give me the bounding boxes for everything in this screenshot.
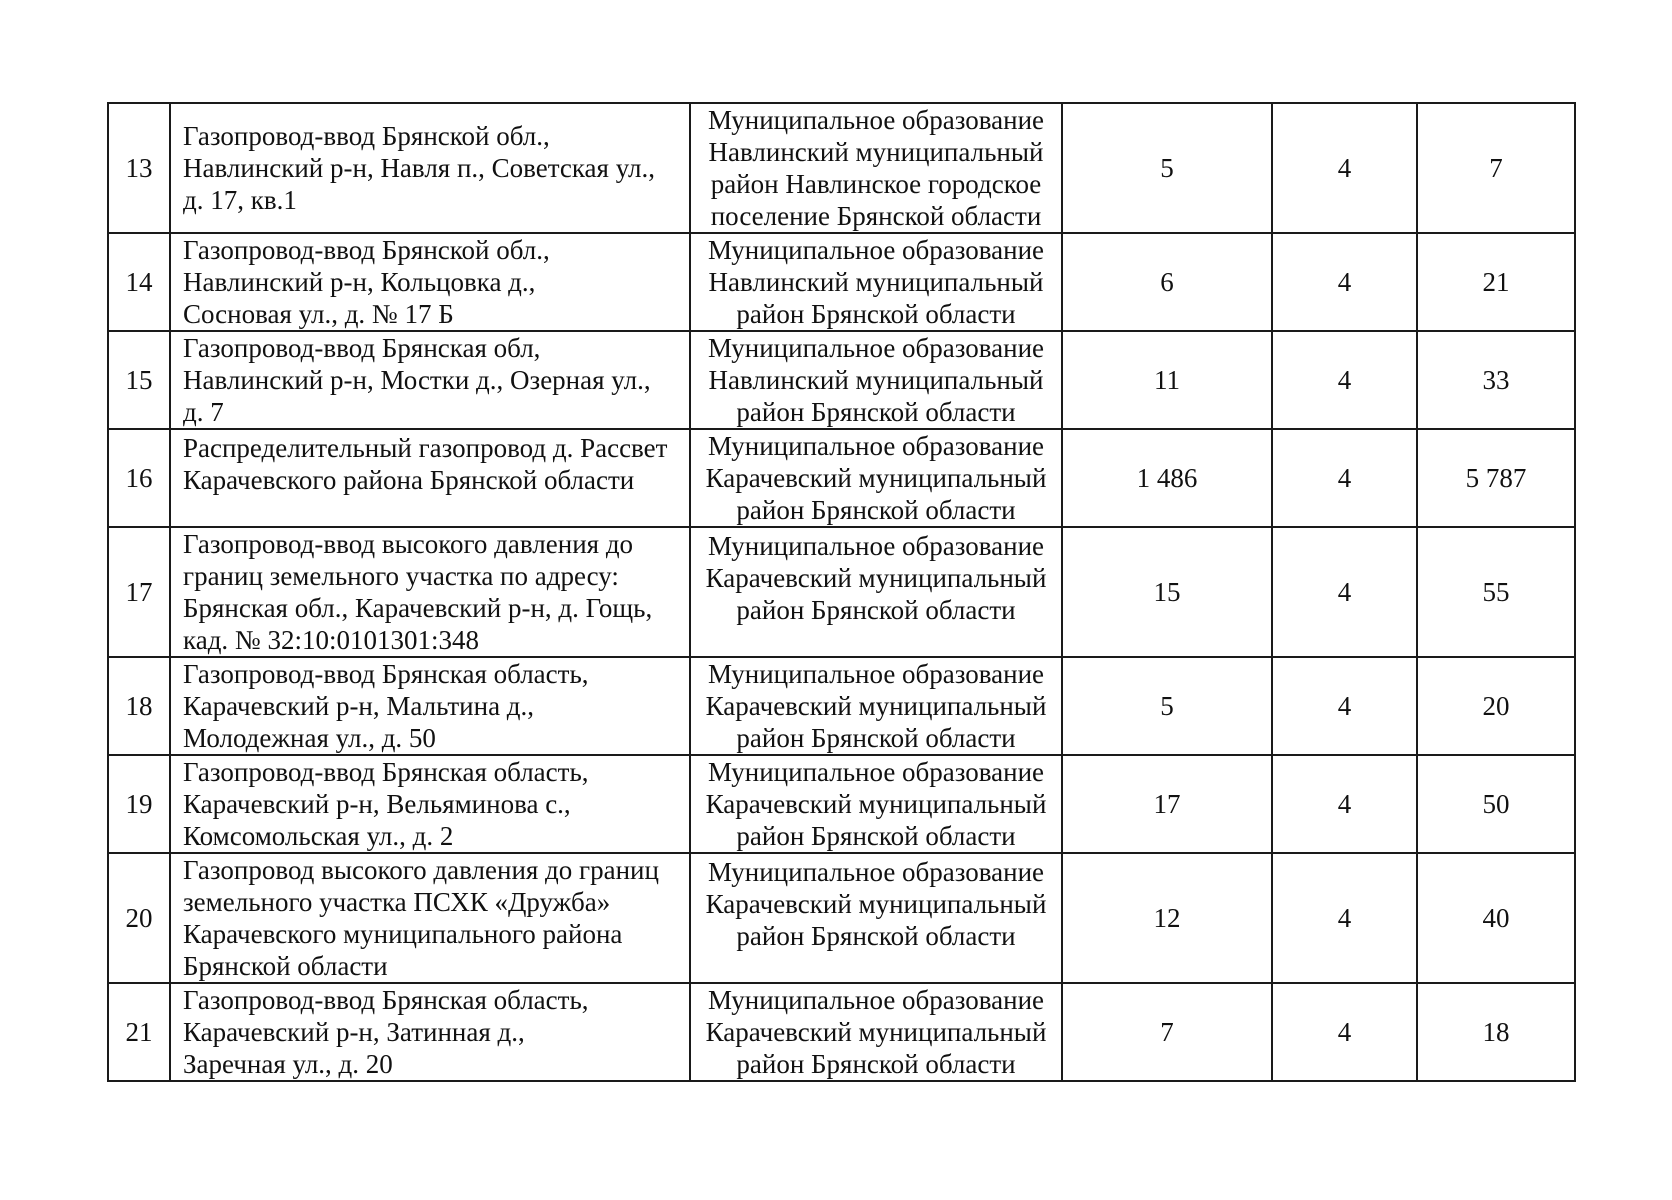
object-text: Газопровод-ввод высокого давления до границ земельного участка по адресу: Брянская обл., Карачевский р-н, д. Гощь, кад. № 32:10:0101301:348 xyxy=(183,529,653,655)
value-col-2: 4 xyxy=(1272,331,1417,429)
value-col-1: 15 xyxy=(1062,527,1272,657)
table-row xyxy=(108,527,1575,657)
owner-text: Муниципальное образование Навлинский муниципальный район Навлинское городское поселение Брянской области xyxy=(707,105,1045,231)
owner-cell xyxy=(690,103,1062,233)
value-col-1: 7 xyxy=(1062,983,1272,1081)
value-col-1: 6 xyxy=(1062,233,1272,331)
table-row xyxy=(108,755,1575,853)
owner-cell xyxy=(690,755,1062,853)
object-description xyxy=(170,983,690,1081)
row-number: 17 xyxy=(108,527,170,657)
value-col-1: 17 xyxy=(1062,755,1272,853)
owner-text: Муниципальное образование Карачевский муниципальный район Брянской области xyxy=(705,857,1047,951)
value-col-3: 33 xyxy=(1417,331,1575,429)
owner-cell xyxy=(690,983,1062,1081)
object-description xyxy=(170,755,690,853)
registry-table xyxy=(107,102,1576,1082)
value-col-2: 4 xyxy=(1272,755,1417,853)
object-text: Газопровод-ввод Брянская область, Карачевский р-н, Вельяминова с., Комсомольская ул., д. 2 xyxy=(183,757,589,851)
value-col-2: 4 xyxy=(1272,853,1417,983)
owner-text: Муниципальное образование Карачевский муниципальный район Брянской области xyxy=(705,757,1047,851)
table-row xyxy=(108,429,1575,527)
row-number: 14 xyxy=(108,233,170,331)
value-col-2: 4 xyxy=(1272,527,1417,657)
row-number: 20 xyxy=(108,853,170,983)
value-col-1: 12 xyxy=(1062,853,1272,983)
value-col-2: 4 xyxy=(1272,983,1417,1081)
value-col-2: 4 xyxy=(1272,657,1417,755)
value-col-3: 5 787 xyxy=(1417,429,1575,527)
value-col-1: 5 xyxy=(1062,103,1272,233)
table-row xyxy=(108,233,1575,331)
owner-text: Муниципальное образование Навлинский муниципальный район Брянской области xyxy=(707,235,1045,329)
value-col-2: 4 xyxy=(1272,103,1417,233)
owner-cell xyxy=(690,527,1062,657)
object-description xyxy=(170,429,690,527)
row-number: 18 xyxy=(108,657,170,755)
row-number: 19 xyxy=(108,755,170,853)
value-col-3: 7 xyxy=(1417,103,1575,233)
owner-text: Муниципальное образование Карачевский муниципальный район Брянской области xyxy=(705,659,1047,753)
owner-cell xyxy=(690,853,1062,983)
owner-text: Муниципальное образование Карачевский муниципальный район Брянской области xyxy=(705,531,1047,625)
value-col-1: 11 xyxy=(1062,331,1272,429)
owner-cell xyxy=(690,233,1062,331)
owner-text: Муниципальное образование Карачевский муниципальный район Брянской области xyxy=(705,985,1047,1079)
object-text: Газопровод-ввод Брянская обл, Навлинский р-н, Мостки д., Озерная ул., д. 7 xyxy=(183,333,651,427)
object-description xyxy=(170,527,690,657)
object-text: Распределительный газопровод д. Рассвет Карачевского района Брянской области xyxy=(183,433,668,495)
value-col-1: 1 486 xyxy=(1062,429,1272,527)
registry-table-body xyxy=(108,103,1575,1081)
owner-cell xyxy=(690,429,1062,527)
table-row xyxy=(108,853,1575,983)
table-row xyxy=(108,983,1575,1081)
object-text: Газопровод-ввод Брянская область, Карачевский р-н, Мальтина д., Молодежная ул., д. 50 xyxy=(183,659,589,753)
object-description xyxy=(170,103,690,233)
object-text: Газопровод-ввод Брянской обл., Навлинский р-н, Навля п., Советская ул., д. 17, кв.1 xyxy=(183,121,655,215)
row-number: 16 xyxy=(108,429,170,527)
owner-text: Муниципальное образование Карачевский муниципальный район Брянской области xyxy=(705,431,1047,525)
value-col-3: 21 xyxy=(1417,233,1575,331)
value-col-1: 5 xyxy=(1062,657,1272,755)
row-number: 21 xyxy=(108,983,170,1081)
object-description xyxy=(170,331,690,429)
object-text: Газопровод высокого давления до границ земельного участка ПСХК «Дружба» Карачевского муниципального района Брянской области xyxy=(183,855,659,981)
object-description xyxy=(170,853,690,983)
value-col-3: 50 xyxy=(1417,755,1575,853)
object-description xyxy=(170,233,690,331)
table-row xyxy=(108,331,1575,429)
value-col-3: 40 xyxy=(1417,853,1575,983)
row-number: 15 xyxy=(108,331,170,429)
table-row xyxy=(108,103,1575,233)
value-col-3: 20 xyxy=(1417,657,1575,755)
value-col-2: 4 xyxy=(1272,233,1417,331)
object-text: Газопровод-ввод Брянская область, Карачевский р-н, Затинная д., Заречная ул., д. 20 xyxy=(183,985,589,1079)
value-col-3: 55 xyxy=(1417,527,1575,657)
owner-cell xyxy=(690,331,1062,429)
owner-text: Муниципальное образование Навлинский муниципальный район Брянской области xyxy=(707,333,1045,427)
value-col-2: 4 xyxy=(1272,429,1417,527)
table-row xyxy=(108,657,1575,755)
row-number: 13 xyxy=(108,103,170,233)
value-col-3: 18 xyxy=(1417,983,1575,1081)
object-text: Газопровод-ввод Брянской обл., Навлинский р-н, Кольцовка д., Сосновая ул., д. № 17 Б xyxy=(183,235,550,329)
object-description xyxy=(170,657,690,755)
owner-cell xyxy=(690,657,1062,755)
